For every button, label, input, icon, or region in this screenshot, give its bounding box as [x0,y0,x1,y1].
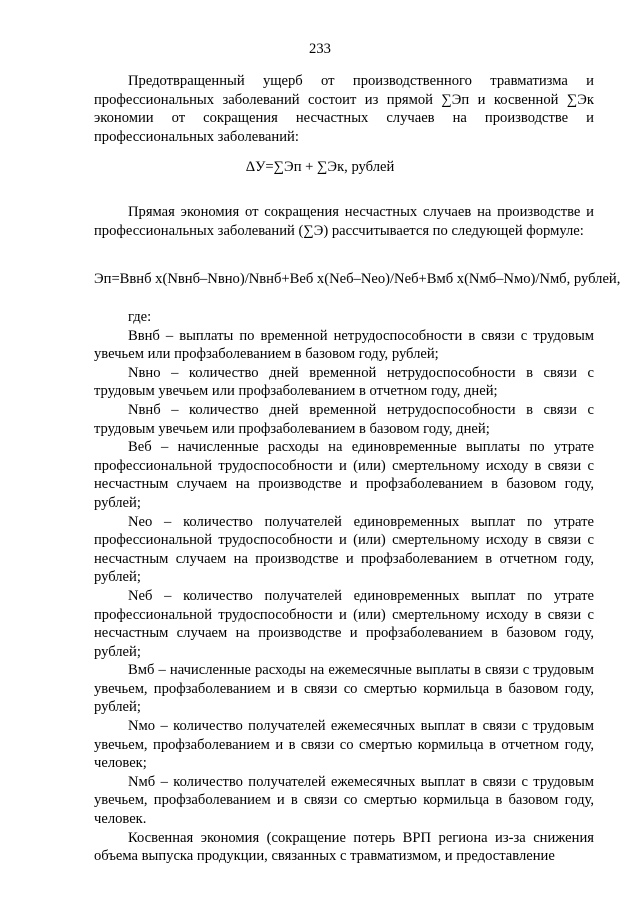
definition-item: Nео – количество получателей единовременных выплат по утрате профессиональной трудоспособности и (или) смертельному исходу в связи с несчастным случаем на производстве и профзаболеванием в отчетном году, рублей; [94,513,594,586]
definition-item: Веб – начисленные расходы на единовременные выплаты по утрате профессиональной трудоспособности и (или) смертельному исходу в связи с несчастным случаем на производстве и профзаболеванием в базовом году, рублей; [94,439,594,511]
paragraph-indirect-savings: Косвенная экономия (сокращение потерь ВРП региона из-за снижения объема выпуска продукции, связанных с травматизмом, и предоставление [94,829,594,865]
definitions-section [94,308,594,866]
definition-item: Nеб – количество получателей единовременных выплат по утрате профессиональной трудоспособности и (или) смертельному исходу в связи с несчастным случаем на производстве и профзаболеванием в базовом году, рублей; [94,587,594,660]
paragraph-direct-savings: Прямая экономия от сокращения несчастных случаев на производстве и профессиональных заболеваний (∑Э) рассчитывается по следующей формуле: [94,204,594,239]
where-label: где: [128,309,152,325]
definition-item: Nвнб – количество дней временной нетрудоспособности в связи с трудовым увечьем или профзаболеванием в базовом году, дней; [94,401,594,437]
definition-item: Nвно – количество дней временной нетрудоспособности в связи с трудовым увечьем или профзаболеванием в отчетном году, дней; [94,364,594,400]
direct-savings-section [94,203,594,240]
intro-section [94,72,594,146]
definition-item: Вмб – начисленные расходы на ежемесячные выплаты в связи с трудовым увечьем, профзаболеванием и в связи со смертью кормильца в базовом году, рублей; [94,662,594,716]
paragraph-prevented-damage: Предотвращенный ущерб от производственного травматизма и профессиональных заболеваний состоит из прямой ∑Эп и косвенной ∑Эк экономии от сокращения несчастных случаев на производстве и профессиональных заболеваний: [94,73,594,145]
definition-item: Nмо – количество получателей ежемесячных выплат в связи с трудовым увечьем, профзаболеванием и в связи со смертью кормильца в отчетном году, человек; [94,718,594,772]
formula-direct-savings: Эп=Ввнб х(Nвнб–Nвно)/Nвнб+Веб х(Nеб–Nео)/Nеб+Вмб х(Nмб–Nмо)/Nмб, рублей, [94,271,621,287]
formula-total-damage: ΔУ=∑Эп + ∑Эк, рублей [245,159,395,175]
page-number: 233 [309,41,331,57]
definition-item: Nмб – количество получателей ежемесячных выплат в связи с трудовым увечьем, профзаболеванием и в связи со смертью кормильца в базовом году, человек. [94,773,594,828]
definition-item: Ввнб – выплаты по временной нетрудоспособности в связи с трудовым увечьем или профзаболеванием в базовом году, рублей; [94,327,594,363]
